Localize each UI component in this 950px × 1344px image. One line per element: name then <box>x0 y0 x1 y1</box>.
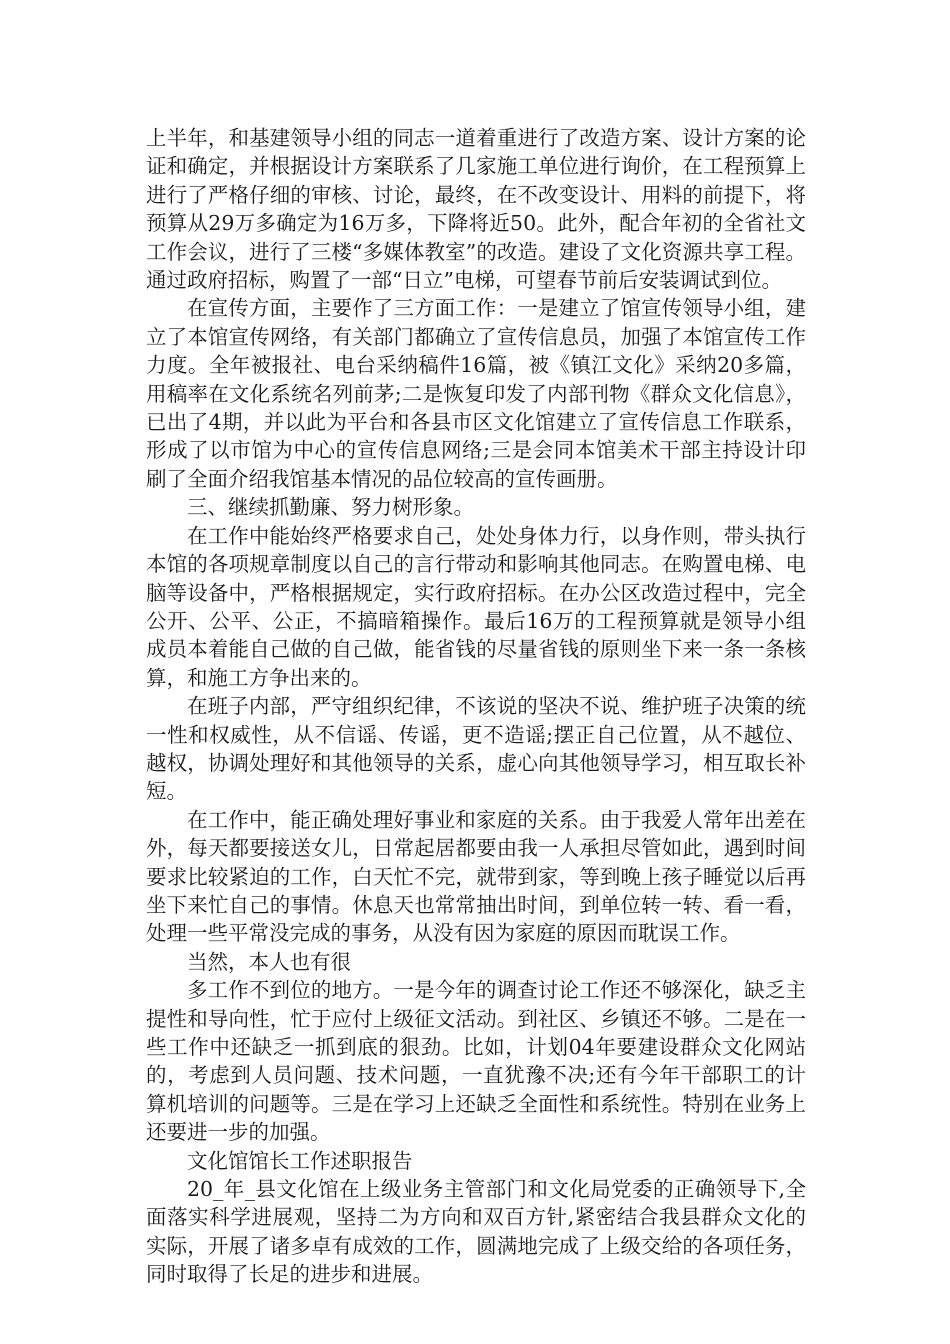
paragraph-publicity: 在宣传方面，主要作了三方面工作：一是建立了馆宣传领导小组，建立了本馆宣传网络，有关部门都确立了宣传信息员，加强了本馆宣传工作力度。全年被报社、电台采纳稿件16篇，被《镇江文化》采纳20多篇，用稿率在文化系统名列前茅;二是恢复印发了内部刊物《群众文化信息》，已出了4期，并以此为平台和各县市区文化馆建立了宣传信息工作联系，形成了以市馆为中心的宣传信息网络;三是会同本馆美术干部主持设计印刷了全面介绍我馆基本情况的品位较高的宣传画册。 <box>146 296 806 491</box>
paragraph-team-unity: 在班子内部，严守组织纪律，不该说的坚决不说、维护班子决策的统一性和权威性，从不信谣、传谣，更不造谣;摆正自己位置，从不越位、越权，协调处理好和其他领导的关系，虚心向其他领导学习，相互取长补短。 <box>146 694 806 804</box>
paragraph-report-opening: 20_年_县文化馆在上级业务主管部门和文化局党委的正确领导下,全面落实科学进展观，坚持二为方向和双百方针,紧密结合我县群众文化的实际，开展了诸多卓有成效的工作，圆满地完成了上级交给的各项任务，同时取得了长足的进步和进展。 <box>146 1177 806 1287</box>
paragraph-renovation: 上半年，和基建领导小组的同志一道着重进行了改造方案、设计方案的论证和确定，并根据设计方案联系了几家施工单位进行询价，在工程预算上进行了严格仔细的审核、讨论，最终，在不改变设计、用料的前提下，将预算从29万多确定为16万多，下降将近50。此外，配合年初的全省社文工作会议，进行了三楼“多媒体教室”的改造。建设了文化资源共享工程。通过政府招标，购置了一部“日立”电梯，可望春节前后安装调试到位。 <box>146 126 806 293</box>
report-title: 文化馆馆长工作述职报告 <box>187 1148 413 1173</box>
section-heading-integrity: 三、继续抓勤廉、努力树形象。 <box>187 495 474 520</box>
paragraph-shortcomings: 多工作不到位的地方。一是今年的调查讨论工作还不够深化，缺乏主提性和导向性，忙于应付上级征文活动。到社区、乡镇还不够。二是在一些工作中还缺乏一抓到底的狠劲。比如，计划04年要建设群众文化网站的，考虑到人员问题、技术问题，一直犹豫不决;还有今年干部职工的计算机培训的问题等。三是在学习上还缺乏全面性和系统性。特别在业务上还要进一步的加强。 <box>146 978 806 1145</box>
paragraph-self-discipline: 在工作中能始终严格要求自己，处处身体力行，以身作则，带头执行本馆的各项规章制度以自己的言行带动和影响其他同志。在购置电梯、电脑等设备中，严格根据规定，实行政府招标。在办公区改造过程中，完全公开、公平、公正，不搞暗箱操作。最后16万的工程预算就是领导小组成员本着能自己做的自己做，能省钱的尽量省钱的原则坐下来一条一条核算，和施工方争出来的。 <box>146 523 806 690</box>
document-body <box>146 124 806 1289</box>
paragraph-work-family: 在工作中，能正确处理好事业和家庭的关系。由于我爱人常年出差在外，每天都要接送女儿，日常起居都要由我一人承担尽管如此，遇到时间要求比较紧迫的工作，白天忙不完，就带到家，等到晚上孩子睡觉以后再坐下来忙自己的事情。休息天也常常抽出时间，到单位转一转、看一看，处理一些平常没完成的事务，从没有因为家庭的原因而耽误工作。 <box>146 807 806 946</box>
paragraph-shortcomings-intro: 当然，本人也有很 <box>187 949 351 974</box>
